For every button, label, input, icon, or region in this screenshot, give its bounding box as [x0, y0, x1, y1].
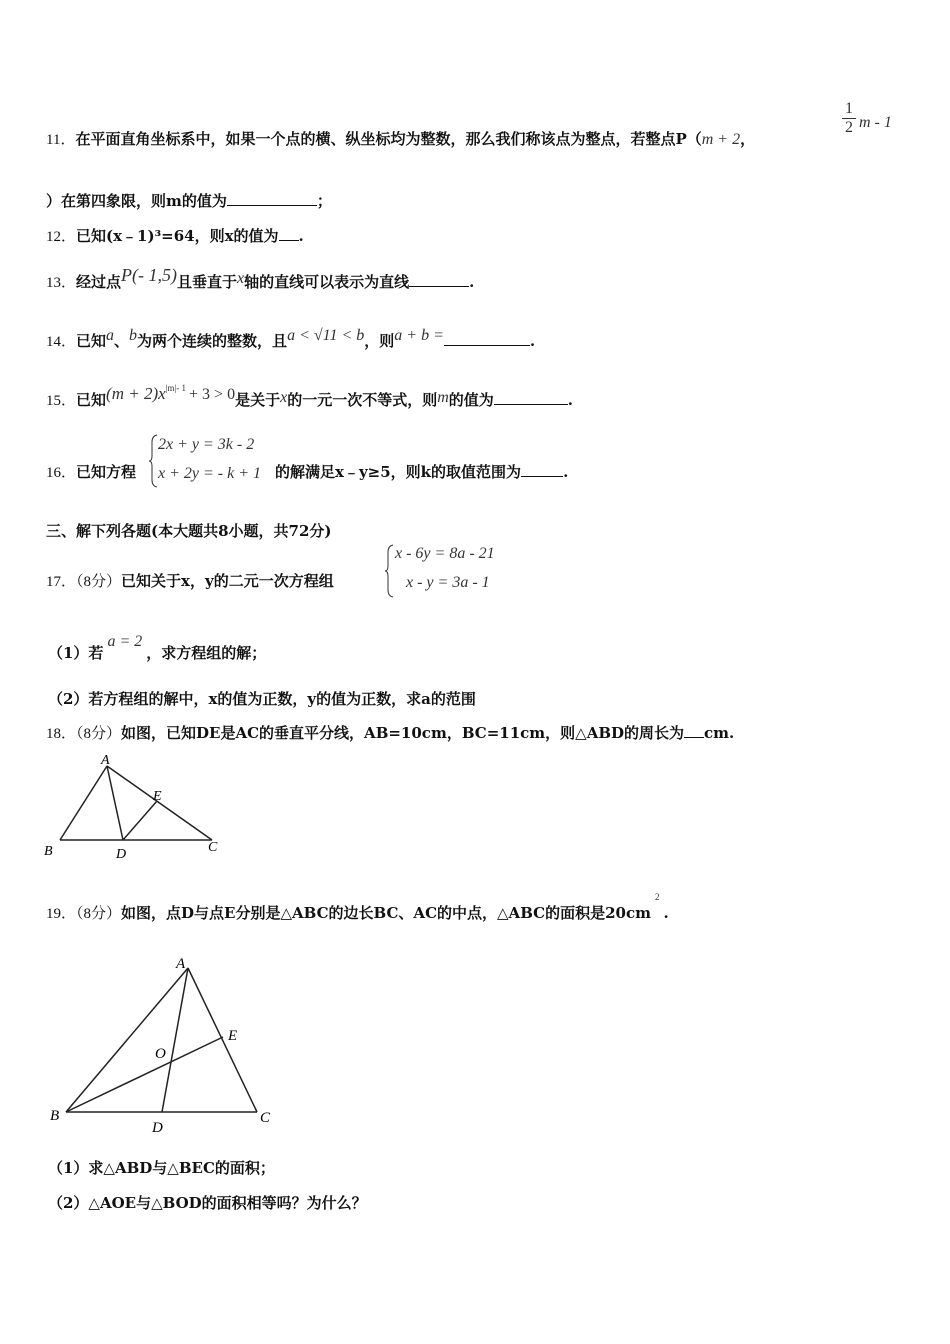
q17-brace-icon	[385, 544, 395, 598]
q16-tail	[275, 461, 568, 482]
q13-text1: 经过点	[76, 273, 122, 291]
q11-end: ；	[316, 192, 332, 210]
q18-end: cm.	[704, 724, 735, 742]
q15-end: .	[567, 391, 574, 409]
q19-text: 如图，点D与点E分别是△ABC的边长BC、AC的中点，△ABC的面积是20cm	[121, 904, 651, 922]
q14-inequality: a < √11 < b	[287, 327, 365, 344]
q14-sep: 、	[114, 332, 130, 350]
q14-var-a: a	[106, 327, 115, 344]
q15-ineq-rest: + 3 > 0	[189, 386, 236, 403]
q18-label-c: C	[208, 840, 218, 855]
q18-segment-de	[123, 801, 157, 840]
q18-label-e: E	[153, 789, 162, 804]
q15-var-x: x	[280, 389, 288, 406]
q14-answer-blank[interactable]	[444, 333, 530, 346]
q19-superscript: 2	[654, 892, 660, 902]
q16-answer-blank[interactable]	[521, 464, 563, 477]
q16-equation-2: x + 2y = - k + 1	[158, 465, 262, 482]
q17-part-2: （2）若方程组的解中，x的值为正数，y的值为正数，求a的范围	[48, 690, 476, 708]
q14-number: 14．	[46, 334, 77, 350]
q18-label-a: A	[101, 753, 110, 768]
q12	[46, 225, 304, 246]
q18-text: 如图，已知DE是AC的垂直平分线，AB=10cm，BC=11cm，则△ABD的周长为	[121, 724, 685, 742]
q12-number: 12．	[46, 229, 77, 245]
q16-equation-1: 2x + y = 3k - 2	[158, 436, 255, 453]
q14-expr: a + b =	[394, 327, 444, 344]
q17-equation-2: x - y = 3a - 1	[406, 574, 490, 591]
q19-label-a: A	[176, 956, 186, 972]
q11-frac-num: 1	[842, 100, 856, 119]
q19-figure	[40, 950, 310, 1140]
q18-answer-blank[interactable]	[684, 725, 704, 738]
q19-label-c: C	[260, 1110, 271, 1126]
q15-answer-blank[interactable]	[494, 392, 568, 405]
q13-number: 13．	[46, 275, 77, 291]
q15-var-m: m	[437, 389, 449, 406]
q11-expr2: m - 1	[859, 114, 892, 131]
q13-text3: 轴的直线可以表示为直线	[244, 273, 410, 291]
q14-text2: 为两个连续的整数，且	[137, 332, 288, 350]
q19-end: .	[663, 904, 669, 922]
q19-label-e: E	[228, 1028, 238, 1044]
q18-figure	[40, 748, 230, 863]
q19-number: 19．	[46, 906, 77, 922]
q17-part-1	[48, 633, 267, 663]
q17-text: 已知关于x，y的二元一次方程组	[121, 572, 334, 590]
q19-label-b: B	[50, 1108, 60, 1124]
q15	[46, 383, 574, 410]
q14	[46, 327, 536, 351]
q19-label-d: D	[152, 1120, 163, 1136]
section-3-title: 三、解下列各题(本大题共8小题，共72分)	[46, 522, 332, 540]
q16-end: .	[563, 463, 569, 481]
q19-segment-ab	[66, 968, 188, 1112]
q18-segment-ab	[60, 766, 107, 840]
q19-part-2: （2）△AOE与△BOD的面积相等吗？为什么？	[48, 1194, 367, 1212]
q19-segment-ac	[188, 968, 257, 1112]
q17-number: 17．	[46, 574, 77, 590]
q12-end: .	[298, 227, 304, 245]
q15-text1: 已知	[76, 391, 107, 409]
q14-text3: ，则	[364, 332, 395, 350]
q19-segment-be	[66, 1037, 223, 1112]
q18-label-d: D	[116, 847, 127, 862]
q13-text2: 且垂直于	[177, 273, 238, 291]
q15-ineq-base: (m + 2)x	[106, 384, 166, 403]
q13-answer-blank[interactable]	[409, 274, 469, 287]
q17-lead	[46, 570, 334, 591]
q19-part-1: （1）求△ABD与△BEC的面积；	[48, 1159, 275, 1177]
q14-text1: 已知	[76, 332, 107, 350]
q16-lead	[46, 461, 136, 482]
q11-fraction	[842, 100, 856, 137]
q19-label-o: O	[155, 1046, 166, 1062]
q16-text2: 的解满足x﹣y≥5，则k的取值范围为	[275, 463, 522, 481]
q13	[46, 265, 475, 292]
q19-segment-ad	[162, 968, 188, 1112]
q16-number: 16．	[46, 465, 77, 481]
q13-point: P(- 1,5)	[121, 265, 178, 285]
q13-end: .	[469, 273, 475, 291]
q19-score: （8分）	[76, 906, 122, 922]
q17-score: （8分）	[76, 574, 122, 590]
q11-comma: ，	[740, 130, 756, 148]
q14-var-b: b	[129, 327, 138, 344]
q11-number: 11．	[46, 132, 76, 148]
q11-line2	[46, 190, 332, 211]
q17-part1-label: （1）若	[48, 644, 104, 662]
q11-answer-blank[interactable]	[227, 193, 317, 206]
q12-text: 已知(x﹣1)³=64，则x的值为	[76, 227, 279, 245]
q15-number: 15．	[46, 393, 77, 409]
q18-number: 18．	[46, 726, 77, 742]
q18	[46, 722, 734, 743]
q15-text2: 是关于	[235, 391, 281, 409]
q11-line1	[46, 128, 755, 149]
q18-segment-ad	[107, 766, 123, 840]
q18-label-b: B	[44, 844, 53, 859]
q19	[46, 892, 669, 923]
q11-text1: 在平面直角坐标系中，如果一个点的横、纵坐标均为整数，那么我们称该点为整点，若整点P（	[75, 130, 702, 148]
q15-ineq-exponent: |m|- 1	[165, 383, 187, 393]
q12-answer-blank[interactable]	[279, 228, 299, 241]
q11-frac-den: 2	[845, 119, 853, 136]
q17-equation-1: x - 6y = 8a - 21	[395, 545, 495, 562]
q11-expr1: m + 2	[701, 131, 741, 148]
q11-text2: ）在第四象限，则m的值为	[46, 192, 227, 210]
q18-score: （8分）	[76, 726, 122, 742]
q14-end: .	[529, 332, 536, 350]
q15-text4: 的值为	[448, 391, 494, 409]
q13-var: x	[237, 270, 245, 287]
q15-text3: 的一元一次不等式，则	[287, 391, 438, 409]
q16-text1: 已知方程	[76, 463, 137, 481]
q17-part1-condition: a = 2	[107, 633, 143, 650]
q17-part1-text: ，求方程组的解；	[146, 644, 267, 662]
